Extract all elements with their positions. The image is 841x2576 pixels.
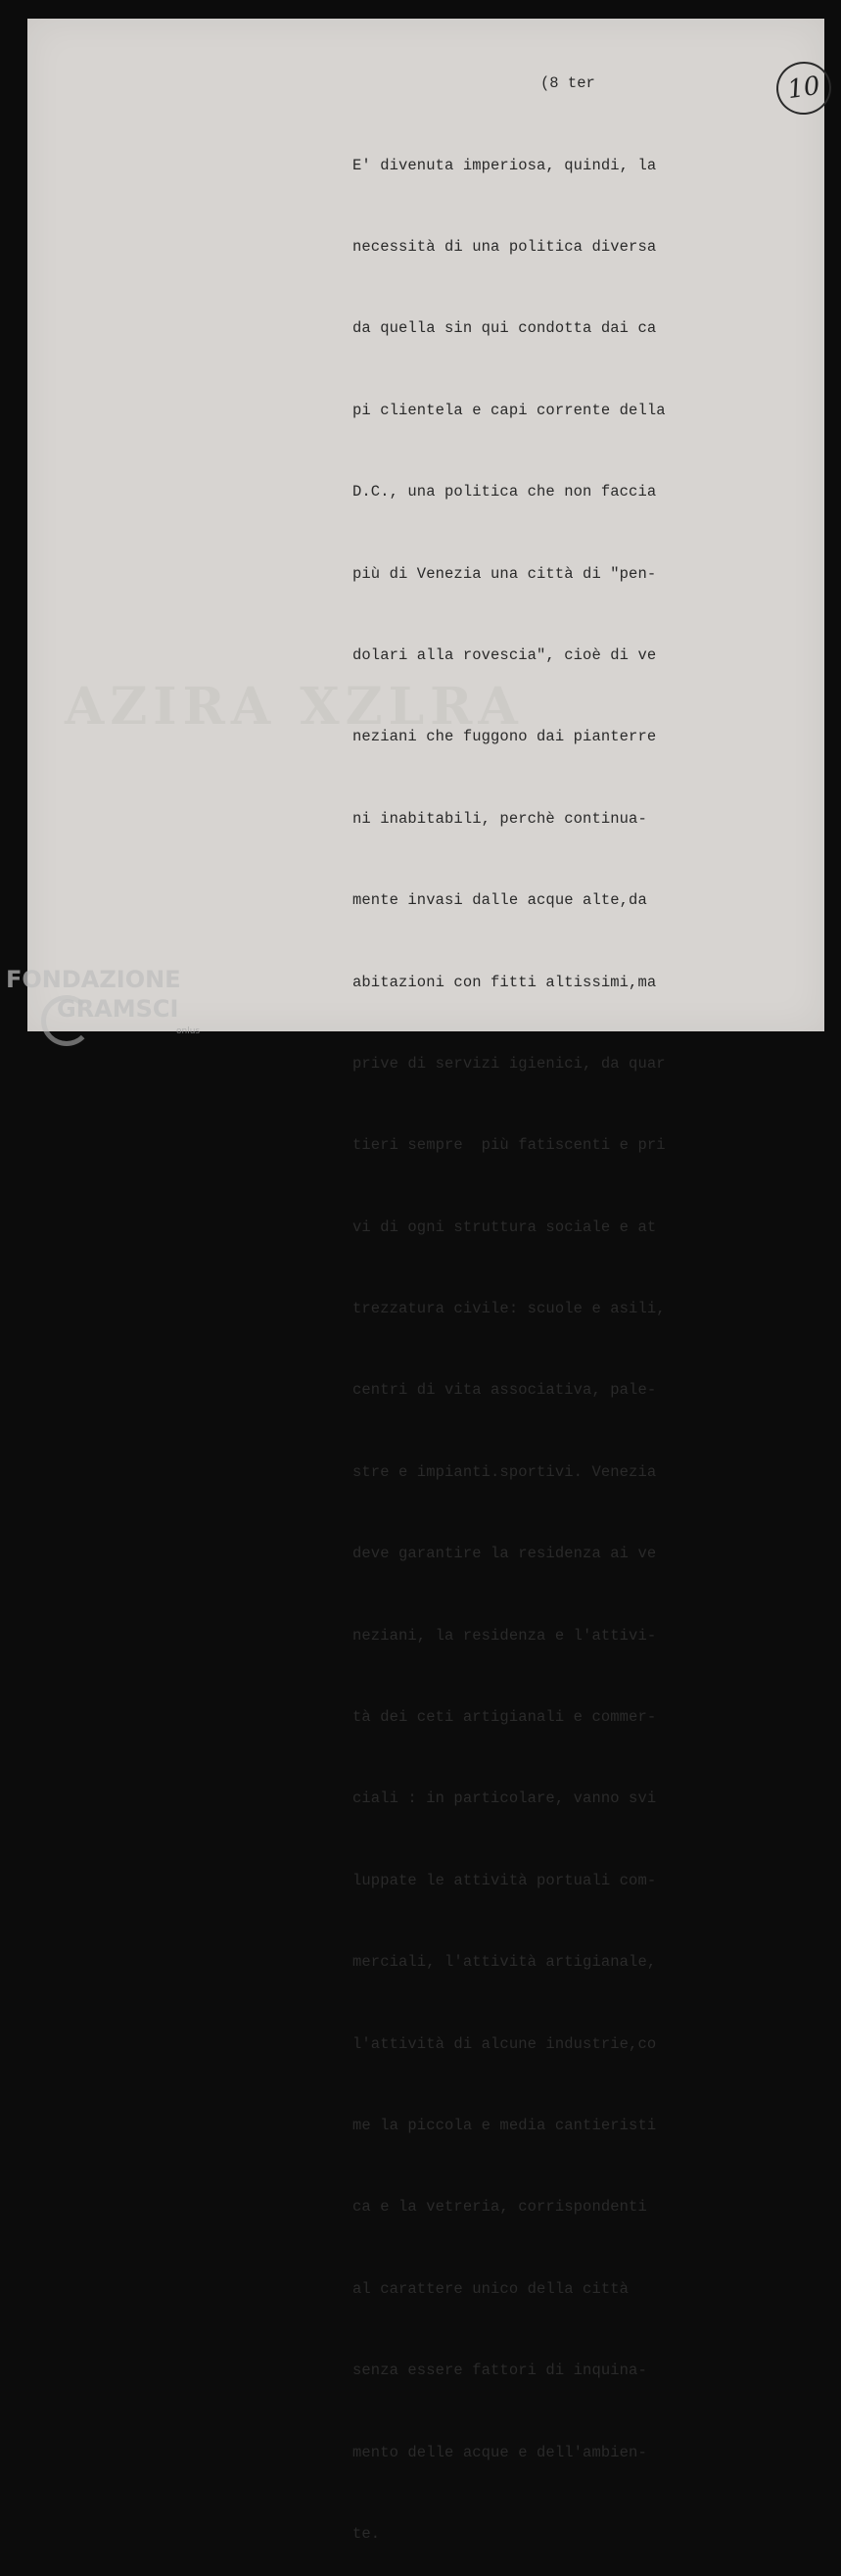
text-line: prive di servizi igienici, da quar	[352, 1054, 666, 1073]
text-line: neziani che fuggono dai pianterre	[352, 728, 657, 746]
text-line: ciali : in particolare, vanno svi	[352, 1789, 657, 1808]
text-line: deve garantire la residenza ai ve	[352, 1545, 657, 1563]
watermark-line-1: FONDAZIONE	[6, 966, 181, 993]
text-line: più di Venezia una città di "pen-	[352, 564, 657, 583]
text-line: stre e impianti.sportivi. Venezia	[352, 1462, 657, 1481]
text-line: trezzatura civile: scuole e asili,	[352, 1300, 666, 1318]
bleed-through-text: AZIRA XZLRA	[65, 677, 524, 737]
text-line: abitazioni con fitti altissimi,ma	[352, 973, 657, 991]
text-line: ca e la vetreria, corrispondenti	[352, 2198, 647, 2217]
watermark-suffix: onlus	[176, 1026, 201, 1036]
text-line: E' divenuta imperiosa, quindi, la	[352, 156, 657, 174]
text-line: luppate le attività portuali com-	[352, 1871, 657, 1889]
text-line: tieri sempre più fatiscenti e pri	[352, 1136, 666, 1155]
text-line: vi di ogni struttura sociale e at	[352, 1217, 657, 1236]
text-line: necessità di una politica diversa	[352, 237, 657, 256]
text-line: mento delle acque e dell'ambien-	[352, 2443, 647, 2461]
typed-text-body	[352, 98, 666, 2576]
text-line: ni inabitabili, perchè continua-	[352, 809, 647, 828]
text-line: mente invasi dalle acque alte,da	[352, 891, 647, 910]
text-line: neziani, la residenza e l'attivi-	[352, 1626, 657, 1645]
text-line: senza essere fattori di inquina-	[352, 2361, 647, 2380]
watermark-line-2: GRAMSCI	[57, 995, 179, 1023]
text-line: al carattere unico della città	[352, 2279, 630, 2298]
text-line: pi clientela e capi corrente della	[352, 401, 666, 419]
text-line: te.	[352, 2524, 381, 2543]
text-line: l'attività di alcune industrie,co	[352, 2034, 657, 2053]
text-line: D.C., una politica che non faccia	[352, 483, 657, 501]
text-line: centri di vita associativa, pale-	[352, 1381, 657, 1400]
page-number-circled: 10	[773, 58, 835, 118]
text-line: merciali, l'attività artigianale,	[352, 1953, 657, 1972]
fondazione-gramsci-watermark	[6, 966, 231, 1054]
text-line: da quella sin qui condotta dai ca	[352, 319, 657, 338]
page-header-mark: (8 ter	[540, 74, 595, 92]
text-line: tà dei ceti artigianali e commer-	[352, 1708, 657, 1727]
text-line: dolari alla rovescia", cioè di ve	[352, 645, 657, 664]
text-line: me la piccola e media cantieristi	[352, 2116, 657, 2134]
